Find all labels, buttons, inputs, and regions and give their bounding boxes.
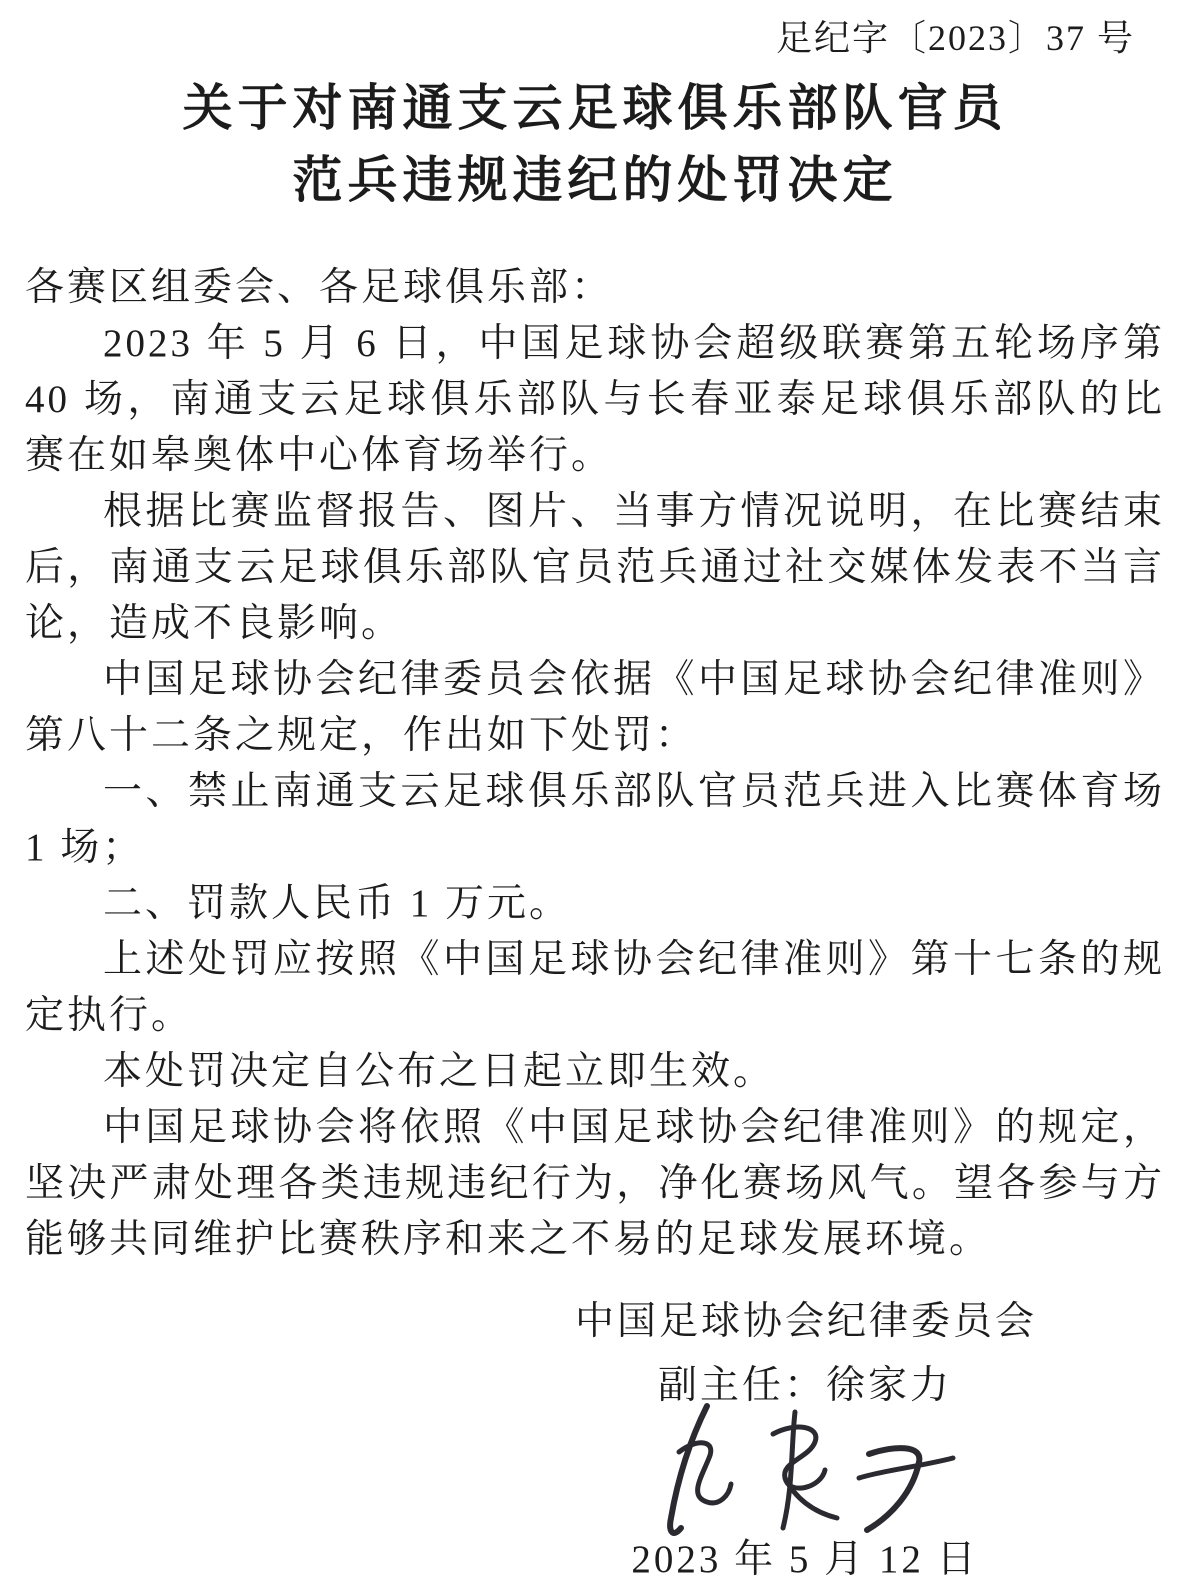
paragraph-penalty-1: 一、禁止南通支云足球俱乐部队官员范兵进入比赛体育场 1 场； xyxy=(25,770,1165,869)
salutation: 各赛区组委会、各足球俱乐部： xyxy=(25,266,614,309)
paragraph: 2023 年 5 月 6 日，中国足球协会超级联赛第五轮场序第 40 场，南通支云足球俱乐部队与长春亚泰足球俱乐部队的比赛在如皋奥体中心体育场举行。 xyxy=(25,322,1165,477)
document-title xyxy=(25,72,1165,216)
title-line-1: 关于对南通支云足球俱乐部队官员 xyxy=(182,80,1008,136)
doc-number: 足纪字〔2023〕37 号 xyxy=(775,18,1135,58)
title-line-2: 范兵违规违纪的处罚决定 xyxy=(292,152,898,208)
signature-block xyxy=(575,1294,1038,1588)
paragraph-penalty-2: 二、罚款人民币 1 万元。 xyxy=(103,882,572,925)
signature-organization: 中国足球协会纪律委员会 xyxy=(575,1300,1038,1343)
signature-date: 2023 年 5 月 12 日 xyxy=(631,1538,979,1581)
handwritten-signature xyxy=(575,1400,1035,1550)
document-body xyxy=(25,260,1165,1268)
paragraph: 中国足球协会纪律委员会依据《中国足球协会纪律准则》第八十二条之规定，作出如下处罚： xyxy=(25,658,1165,757)
paragraph: 根据比赛监督报告、图片、当事方情况说明，在比赛结束后，南通支云足球俱乐部队官员范兵通过社交媒体发表不当言论，造成不良影响。 xyxy=(25,490,1165,645)
signature-role-and-name: 副主任：徐家力 xyxy=(657,1364,952,1407)
paragraph: 中国足球协会将依照《中国足球协会纪律准则》的规定，坚决严肃处理各类违规违纪行为，净化赛场风气。望各参与方能够共同维护比赛秩序和来之不易的足球发展环境。 xyxy=(25,1106,1165,1261)
paragraph: 本处罚决定自公布之日起立即生效。 xyxy=(103,1050,776,1093)
paragraph: 上述处罚应按照《中国足球协会纪律准则》第十七条的规定执行。 xyxy=(25,938,1165,1037)
